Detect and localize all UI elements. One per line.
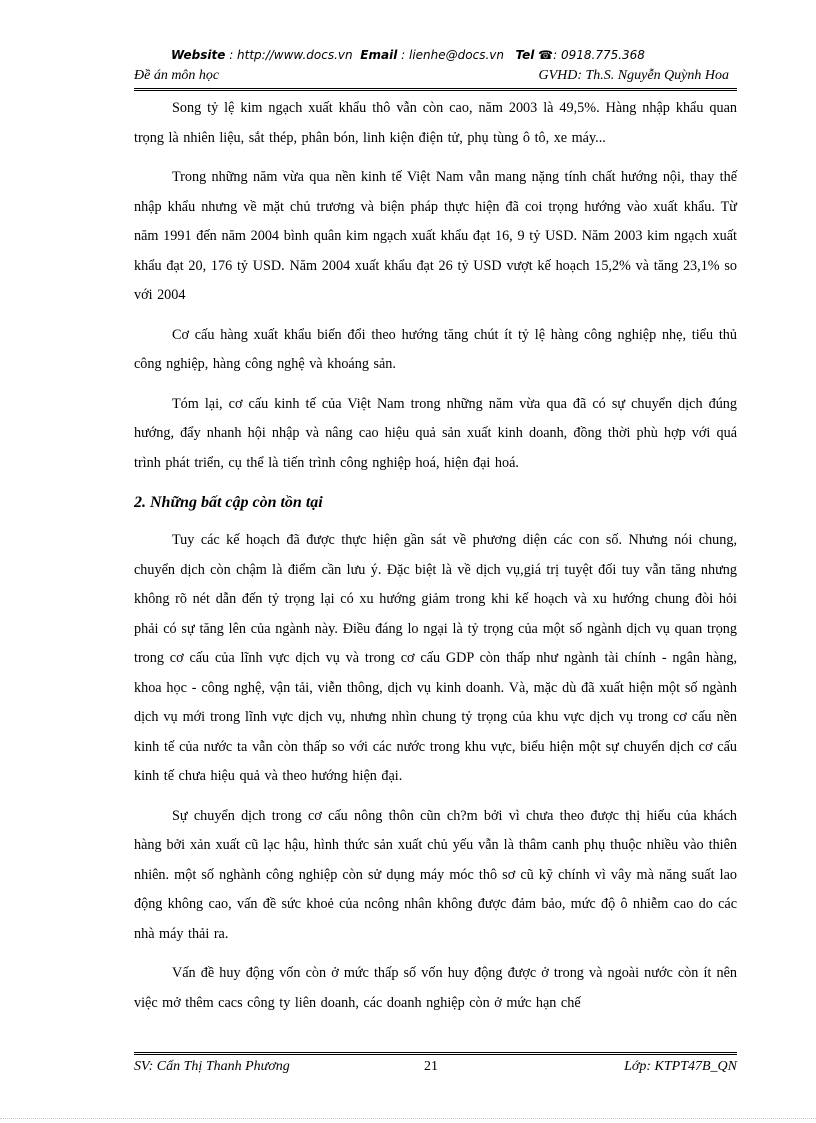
document-body [134, 94, 737, 1028]
header-course-title: Đề án môn học [134, 68, 220, 83]
phone-icon: ☎ [538, 48, 554, 62]
paragraph-export-growth: Trong những năm vừa qua nền kinh tế Việt Nam vẫn mang nặng tính chất hướng nội, thay thế nhập khẩu nhưng về mặt chủ trương và biện pháp thực hiện đã coi trọng hướng vào xuất khẩu. Từ năm 1991 đến năm 2004 bình quân kim ngạch xuất khẩu đạt 16, 9 tỷ USD. Năm 2003 kim ngạch xuất khẩu đạt 20, 176 tỷ USD. Năm 2004 xuất khẩu đạt 26 tỷ USD vượt kế hoạch 15,2% và tăng 23,1% so với 2004 [134, 169, 737, 303]
tel-number: : 0918.775.368 [553, 48, 645, 62]
paragraph-rural: Sự chuyển dịch trong cơ cấu nông thôn cũn ch?m bởi vì chưa theo được thị hiếu của khách hàng bởi xản xuất cũ lạc hậu, hình thức sản xuất chủ yếu vẫn là thâm canh phụ thuộc nhiều vào thiên nhiên. một số nghành công nghiệp còn sử dụng máy móc thô sơ cũ kỹ chính vì vây mà năng suất lao động không cao, vấn đề sức khoẻ của ncông nhân không được đảm bảo, mức độ ô nhiễm cao do các nhà máy thải ra. [134, 807, 737, 942]
website-label: Website [171, 48, 226, 62]
paragraph-import-export: Song tỷ lệ kim ngạch xuất khẩu thô vẫn còn cao, năm 2003 là 49,5%. Hàng nhập khẩu quan trọng là nhiên liệu, sắt thép, phân bón, linh kiện điện tử, phụ tùng ô tô, xe máy... [134, 100, 737, 146]
paragraph-export-structure: Cơ cấu hàng xuất khẩu biến đổi theo hướng tăng chút ít tỷ lệ hàng công nghiệp nhẹ, tiểu thủ công nghiệp, hàng công nghệ và khoáng sản. [134, 326, 737, 372]
tel-label: Tel [515, 48, 535, 62]
footer-student: SV: Cấn Thị Thanh Phương [134, 1059, 290, 1074]
page-footer [134, 1052, 737, 1081]
paragraph-services: Tuy các kế hoạch đã được thực hiện gần sát về phương diện các con số. Nhưng nói chung, chuyển dịch còn chậm là điểm cần lưu ý. Đặc biệt là về dịch vụ,giá trị tuyệt đối tuy vẫn tăng nhưng không rõ nét dẫn đến tỷ trọng lại có xu hướng giảm trong khi kế hoạch và xu hướng chung đòi hỏi phải có sự tăng lên của ngành này. Điều đáng lo ngại là tỷ trọng của một số ngành dịch vụ quan trọng trong cơ cấu của lĩnh vực dịch vụ và trong cơ cấu GDP còn thấp như ngành tài chính - ngân hàng, khoa học - công nghệ, vận tải, viễn thông, dịch vụ kinh doanh. Và, mặc dù đã xuất hiện một số ngành dịch vụ mới trong lĩnh vực dịch vụ, nhưng nhìn chung tỷ trọng của khu vực dịch vụ trong cơ cấu nền kinh tế của nước ta vẫn còn thấp so với các nước trong khu vực, biểu hiện một sự chuyển dịch cơ cấu kinh tế chưa hiệu quả và theo hướng hiện đại. [134, 532, 737, 784]
footer-class: Lớp: KTPT47B_QN [624, 1059, 737, 1074]
website-url: : http://www.docs.vn [229, 48, 353, 62]
header-supervisor: GVHD: Th.S. Nguyễn Quỳnh Hoa [538, 68, 729, 83]
paragraph-capital: Vấn đề huy động vốn còn ở mức thấp số vốn huy động được ở trong và ngoài nước còn ít nên việc mở thêm cacs công ty liên doanh, các doanh nghiệp còn ở mức hạn chế [134, 965, 737, 1011]
email-address: : lienhe@docs.vn [401, 48, 504, 62]
page-edge-divider [0, 1118, 816, 1119]
page-number: 21 [424, 1059, 438, 1074]
section-heading: 2. Những bất cập còn tồn tại [134, 494, 323, 511]
paragraph-summary: Tóm lại, cơ cấu kinh tế của Việt Nam trong những năm vừa qua đã có sự chuyển dịch đúng hướng, đẩy nhanh hội nhập và nâng cao hiệu quả sản xuất kinh doanh, đồng thời phù hợp với quá trình phát triển, cụ thể là tiến trình công nghiệp hoá, hiện đại hoá. [134, 395, 737, 471]
website-contact-bar [0, 48, 816, 62]
page-header [134, 66, 737, 91]
email-label: Email [360, 48, 398, 62]
